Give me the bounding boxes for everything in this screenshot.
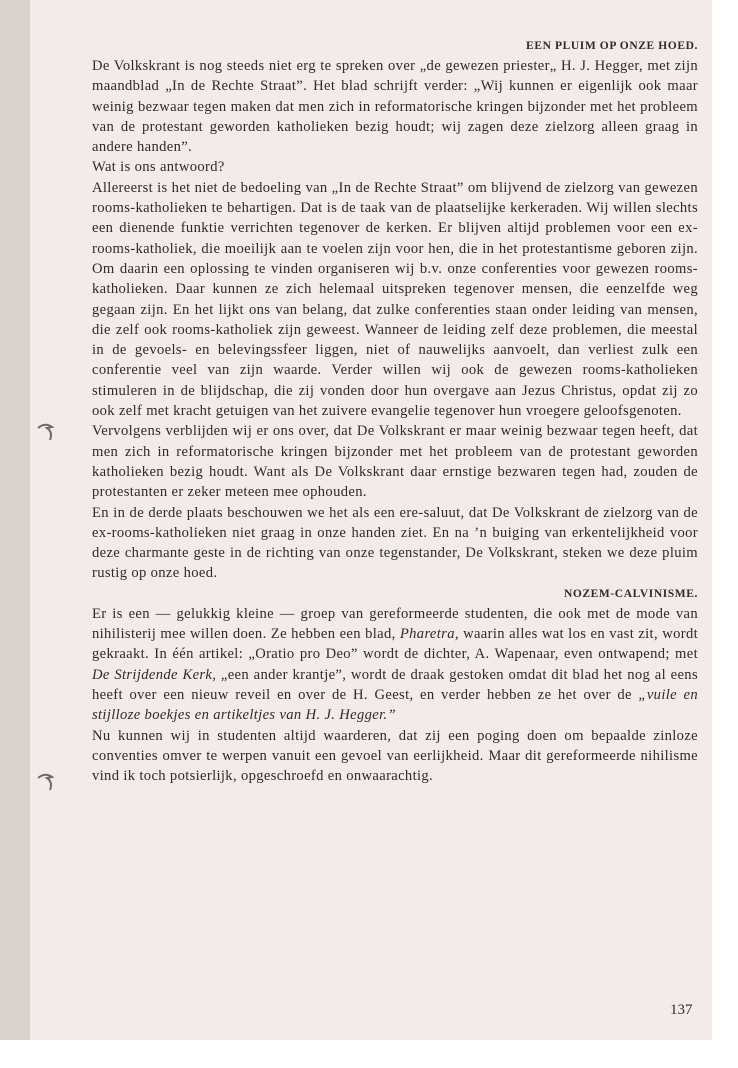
paragraph-1: De Volkskrant is nog steeds niet erg te spreken over „de gewezen priester„ H. J. Hegger, met zijn maandblad „In de Rechte Straat”. Het blad schrijft verder: „Wij kunnen er eigenlijk ook maar weinig bezwaar tegen maken dat men zich in reformatorische kringen bijzonder met het probleem van de protestant geworden katholieken bezig houdt; wij zagen deze zielzorg alleen graag in andere handen”.	[92, 58, 698, 156]
page-text	[92, 36, 698, 786]
paragraph-3: Allereerst is het niet de bedoeling van „In de Rechte Straat” om blijvend de zielzorg van gewezen rooms-katholieken te behartigen. Dat is de taak van de plaatselijke kerkeraden. Wij willen slechts een dienende funktie verrichten tegenover de kerken. Er blijven altijd problemen voor een ex-rooms-katholiek, die moeilijk aan te voelen zijn voor hen, die in het protestantisme geboren zijn. Om daarin een oplossing te vinden organiseren wij b.v. onze conferenties voor gewezen rooms-katholieken. Daar kunnen ze zich helemaal uitspreken tegenover mensen, die eenzelfde weg gegaan zijn. En het lijkt ons van belang, dat zulke conferenties staan onder leiding van mensen, die zelf ook rooms-katholiek zijn geweest. Wanneer de leiding zelf deze problemen, die meestal in de gevoels- en belevingssfeer liggen, niet of nauwelijks aanvoelt, dan verliest zulk een conferentie veel van zijn waarde. Verder willen wij ook de gewezen rooms-katholieken stimuleren in de blijdschap, die zij vonden door hun overgave aan Jezus Christus, opdat zij zo ook zelf met kracht getuigen van het zuivere evangelie tegenover hun vroegere geloofsgenoten.	[92, 179, 698, 420]
strijdende-kerk-title: De Strijdende Kerk,	[92, 666, 217, 683]
paragraph-6-part-3: „een ander krantje”, wordt de draak gestoken omdat dit blad het nog al eens heeft over een nieuw reveil en over de H. Geest, en verder hebben ze het over de	[92, 666, 698, 703]
paragraph-2: Wat is ons antwoord?	[92, 159, 225, 176]
paragraph-5: En in de derde plaats beschouwen we het als een ere-saluut, dat De Volkskrant de zielzorg van de ex-rooms-katholieken niet graag in onze handen ziet. En na ’n buiging van erkentelijkheid voor deze charmante geste in de richting van onze tegenstander, De Volkskrant, steken we deze pluim rustig op onze hoed.	[92, 504, 698, 582]
paragraph-6-part-2: waarin alles wat los en vast zit, wordt gekraakt. In één artikel: „Oratio pro Deo” wordt de dichter, A. Wapenaar, even ontwapend; met	[92, 626, 698, 663]
margin-mark-icon	[36, 770, 58, 792]
paragraph-6	[92, 604, 698, 726]
scan-bottom-edge	[0, 1040, 712, 1068]
pharetra-title: Pharetra,	[399, 626, 459, 643]
scan-edge	[712, 0, 738, 1068]
paragraph-4: Vervolgens verblijden wij er ons over, dat De Volkskrant er maar weinig bezwaar tegen heeft, dat men zich in reformatorische kringen bijzonder met het probleem van de protestant geworden katholieken bezig houdt. Want als De Volkskrant daar ernstige bezwaren tegen had, zouden de protestanten er zeker meteen mee ophouden.	[92, 423, 698, 501]
page-number: 137	[670, 1002, 693, 1018]
section-heading-pluim: EEN PLUIM OP ONZE HOED.	[526, 40, 698, 52]
margin-mark-icon	[36, 420, 58, 442]
hegger-quote: „vuile en stijlloze boekjes en artikeltjes van H. J. Hegger.”	[92, 686, 698, 724]
document-page	[30, 0, 712, 1040]
paragraph-6-part-1: Er is een — gelukkig kleine — groep van gereformeerde studenten, die ook met de mode van nihilisterij mee willen doen. Ze hebben een blad,	[92, 605, 698, 643]
section-heading-nozem: NOZEM-CALVINISME.	[563, 587, 698, 600]
paragraph-7: Nu kunnen wij in studenten altijd waarderen, dat zij een poging doen om bepaalde zinloze conventies omver te werpen vanuit een gevoel van eerlijkheid. Maar dit gereformeerde nihilisme vind ik toch potsierlijk, opgeschroefd en onwaarachtig.	[92, 727, 698, 785]
